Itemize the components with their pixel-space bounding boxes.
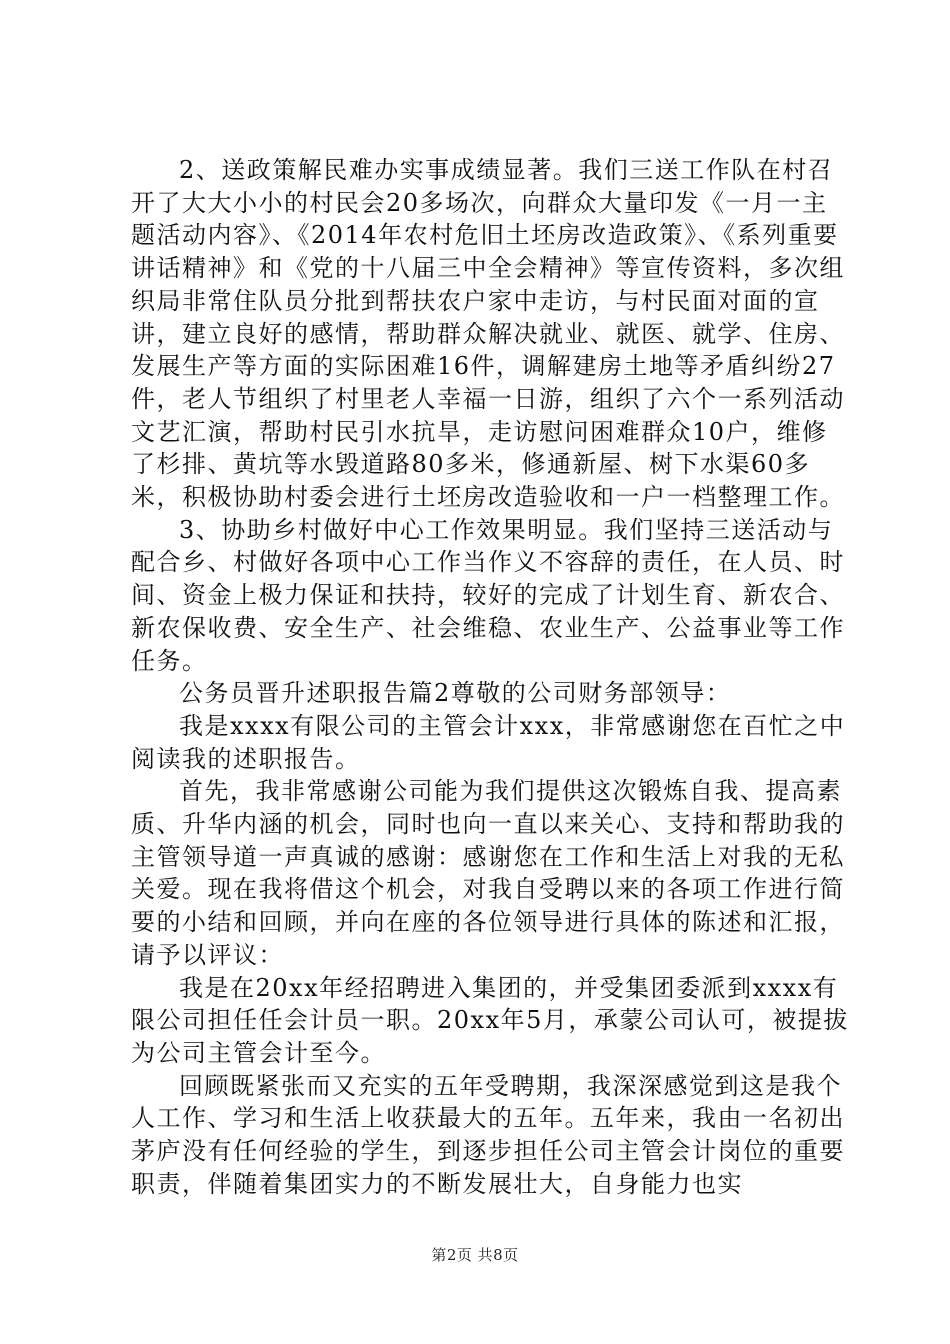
paragraph-review: 回顾既紧张而又充实的五年受聘期，我深深感觉到这是我个人工作、学习和生活上收获最大的五年。五年来，我由一名初出茅庐没有任何经验的学生，到逐步担任公司主管会计岗位的重要职责，伴随着集团实力的不断发展壮大，自身能力也实 (131, 1071, 845, 1198)
paragraph-report-heading: 公务员晋升述职报告篇2尊敬的公司财务部领导： (179, 679, 732, 708)
document-body (131, 154, 851, 1201)
paragraph-policy-achievements: 2、送政策解民难办实事成绩显著。我们三送工作队在村召开了大大小小的村民会20多场次，向群众大量印发《一月一主题活动内容》、《2014年农村危旧土坯房改造政策》、《系列重要讲话精神》和《党的十八届三中全会精神》等宣传资料，多次组织局非常住队员分批到帮扶农户家中走访，与村民面对面的宣讲，建立良好的感情，帮助群众解决就业、就医、就学、住房、发展生产等方面的实际困难16件，调解建房土地等矛盾纠纷27件，老人节组织了村里老人幸福一日游，组织了六个一系列活动文艺汇演，帮助村民引水抗旱，走访慰问困难群众10户，维修了杉排、黄坑等水毁道路80多米，修通新屋、树下水渠60多米，积极协助村委会进行土坯房改造验收和一户一档整理工作。 (131, 156, 845, 512)
paragraph-self-introduction: 我是xxxx有限公司的主管会计xxx，非常感谢您在百忙之中阅读我的述职报告。 (131, 711, 846, 773)
paragraph-central-work: 3、协助乡村做好中心工作效果明显。我们坚持三送活动与配合乡、村做好各项中心工作当作义不容辞的责任，在人员、时间、资金上极力保证和扶持，较好的完成了计划生育、新农合、新农保收费、安全生产、社会维稳、农业生产、公益事业等工作任务。 (131, 515, 845, 675)
page-number-footer: 第2页 共8页 (431, 1246, 519, 1264)
paragraph-employment-history: 我是在20xx年经招聘进入集团的，并受集团委派到xxxx有限公司担任任会计员一职。20xx年5月，承蒙公司认可，被提拔为公司主管会计至今。 (131, 973, 849, 1067)
paragraph-gratitude: 首先，我非常感谢公司能为我们提供这次锻炼自我、提高素质、升华内涵的机会，同时也向一直以来关心、支持和帮助我的主管领导道一声真诚的感谢：感谢您在工作和生活上对我的无私关爱。现在我将借这个机会，对我自受聘以来的各项工作进行简要的小结和回顾，并向在座的各位领导进行具体的陈述和汇报，请予以评议： (131, 777, 845, 969)
